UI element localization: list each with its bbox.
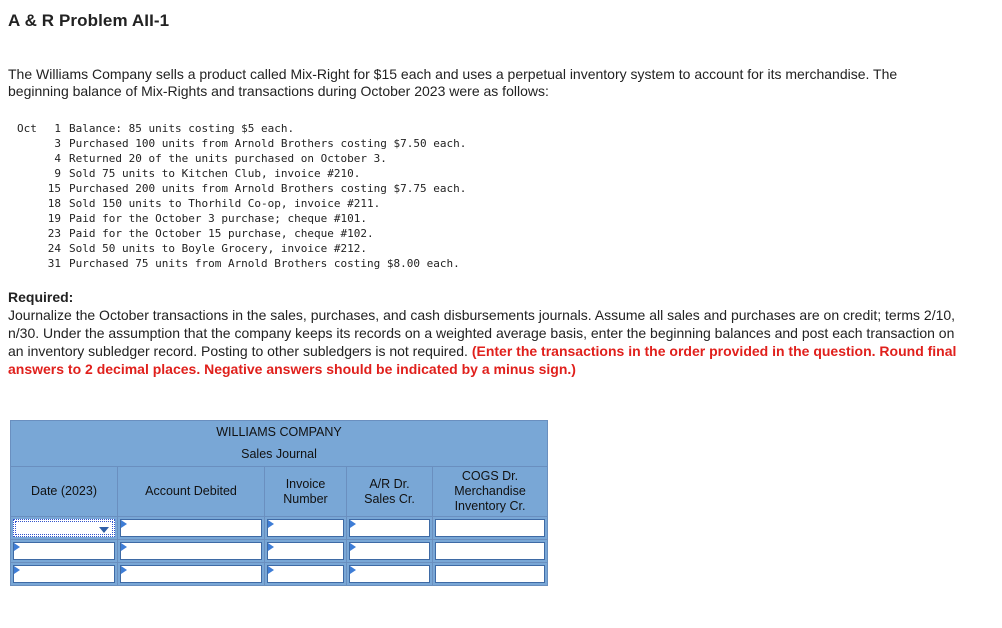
transaction-item: 19 Paid for the October 3 purchase; cheque #101. bbox=[47, 212, 368, 225]
required-label: Required: bbox=[8, 289, 74, 305]
sales-journal-table bbox=[10, 420, 548, 586]
cell-marker-icon bbox=[268, 566, 274, 574]
problem-intro: The Williams Company sells a product called Mix-Right for $15 each and uses a perpetual inventory system to account for its merchandise. The beginning balance of Mix-Rights and transactions during October 2023 were as follows: bbox=[8, 66, 898, 99]
date-input[interactable] bbox=[11, 563, 118, 586]
required-text: Journalize the October transactions in the sales, purchases, and cash disbursements journals. Assume all sales and purchases are on credit; terms 2/10, n/30. Under the assumption that the company keeps its records on a weighted average basis, enter the beginning balances and post each transaction on an inventory subledger record. Posting to other subledgers is not required. (Enter the transactions in the order provided in the question. Round final answers to 2 decimal places. Negative answers should be indicated by a minus sign.) bbox=[8, 307, 957, 377]
invoice-number-input[interactable] bbox=[265, 563, 347, 586]
transaction-item: 18 Sold 150 units to Thorhild Co-op, invoice #211. bbox=[47, 197, 381, 210]
column-header-cogs: COGS Dr. Merchandise Inventory Cr. bbox=[433, 467, 548, 517]
cell-marker-icon bbox=[350, 543, 356, 551]
table-row bbox=[11, 563, 548, 586]
journal-name: Sales Journal bbox=[11, 443, 548, 467]
date-select[interactable] bbox=[11, 517, 118, 540]
column-header-invoice: Invoice Number bbox=[265, 467, 347, 517]
cell-marker-icon bbox=[14, 566, 20, 574]
problem-title: A & R Problem AII-1 bbox=[8, 11, 170, 30]
cell-marker-icon bbox=[350, 566, 356, 574]
transaction-item: 15 Purchased 200 units from Arnold Brothers costing $7.75 each. bbox=[47, 182, 467, 195]
transaction-item: 31 Purchased 75 units from Arnold Brothers costing $8.00 each. bbox=[47, 257, 460, 270]
cell-marker-icon bbox=[350, 520, 356, 528]
instruction-text: (Enter the transactions in the order provided in the question. Round final answers to 2 decimal places. Negative answers should be indicated by a minus sign.) bbox=[8, 343, 957, 377]
ar-sales-input[interactable] bbox=[347, 540, 433, 563]
invoice-number-input[interactable] bbox=[265, 517, 347, 540]
cogs-input[interactable] bbox=[433, 563, 548, 586]
transaction-item: Oct 1 Balance: 85 units costing $5 each. bbox=[17, 122, 295, 135]
account-debited-input[interactable] bbox=[118, 540, 265, 563]
column-header-account: Account Debited bbox=[118, 467, 265, 517]
chevron-down-icon[interactable] bbox=[99, 527, 109, 533]
cogs-input[interactable] bbox=[433, 540, 548, 563]
ar-sales-input[interactable] bbox=[347, 517, 433, 540]
transaction-item: 23 Paid for the October 15 purchase, cheque #102. bbox=[47, 227, 374, 240]
cell-marker-icon bbox=[268, 543, 274, 551]
cell-marker-icon bbox=[121, 543, 127, 551]
cell-marker-icon bbox=[121, 566, 127, 574]
column-header-ar-sales: A/R Dr. Sales Cr. bbox=[347, 467, 433, 517]
table-row bbox=[11, 540, 548, 563]
invoice-number-input[interactable] bbox=[265, 540, 347, 563]
account-debited-input[interactable] bbox=[118, 563, 265, 586]
transaction-item: 4 Returned 20 of the units purchased on October 3. bbox=[54, 152, 387, 165]
cell-marker-icon bbox=[121, 520, 127, 528]
table-row bbox=[11, 517, 548, 540]
cogs-input[interactable] bbox=[433, 517, 548, 540]
transaction-item: 3 Purchased 100 units from Arnold Brothers costing $7.50 each. bbox=[54, 137, 467, 150]
ar-sales-input[interactable] bbox=[347, 563, 433, 586]
cell-marker-icon bbox=[268, 520, 274, 528]
journal-company-name: WILLIAMS COMPANY bbox=[11, 421, 548, 443]
column-header-date: Date (2023) bbox=[11, 467, 118, 517]
account-debited-input[interactable] bbox=[118, 517, 265, 540]
cell-marker-icon bbox=[14, 543, 20, 551]
transaction-list bbox=[17, 121, 466, 271]
date-input[interactable] bbox=[11, 540, 118, 563]
transaction-item: 24 Sold 50 units to Boyle Grocery, invoice #212. bbox=[47, 242, 368, 255]
transaction-item: 9 Sold 75 units to Kitchen Club, invoice #210. bbox=[54, 167, 361, 180]
